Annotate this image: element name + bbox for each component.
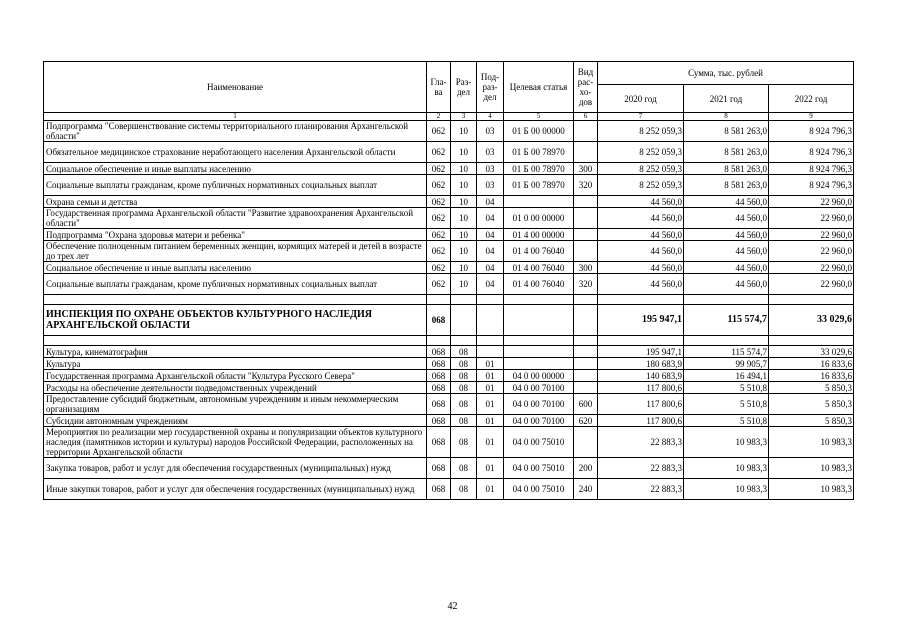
row-sum-2020: 140 683,9 [598, 370, 684, 382]
row-sum-2020: 117 800,6 [598, 394, 684, 415]
row-name: Иные закупки товаров, работ и услуг для обеспечения государственных (муниципальных) нужд [44, 479, 427, 500]
row-vid [574, 427, 598, 458]
column-number: 9 [769, 113, 854, 121]
row-sum-2021: 44 560,0 [684, 196, 769, 208]
row-razdel: 10 [451, 163, 477, 175]
row-razdel: 10 [451, 241, 477, 262]
row-vid: 320 [574, 175, 598, 196]
row-sum-2022: 16 833,6 [769, 370, 854, 382]
row-vid: 300 [574, 262, 598, 274]
row-razdel: 08 [451, 346, 477, 358]
row-razdel: 10 [451, 229, 477, 241]
row-name: Социальное обеспечение и иные выплаты населению [44, 262, 427, 274]
row-celevaya: 01 4 00 76040 [504, 262, 574, 274]
row-sum-2020: 44 560,0 [598, 274, 684, 295]
page-number: 42 [447, 601, 458, 612]
row-glava: 062 [427, 229, 451, 241]
row-sum-2022: 8 924 796,3 [769, 175, 854, 196]
header-year-2020: 2020 год [598, 85, 684, 113]
row-razdel: 10 [451, 175, 477, 196]
table-row [44, 274, 854, 295]
row-name: ИНСПЕКЦИЯ ПО ОХРАНЕ ОБЪЕКТОВ КУЛЬТУРНОГО НАСЛЕДИЯ АРХАНГЕЛЬСКОЙ ОБЛАСТИ [44, 305, 427, 336]
row-sum-2022: 10 983,3 [769, 458, 854, 479]
row-sum-2021: 8 581 263,0 [684, 175, 769, 196]
row-razdel: 08 [451, 458, 477, 479]
row-podrazdel: 03 [477, 163, 504, 175]
column-number-row [44, 113, 854, 121]
column-number: 7 [598, 113, 684, 121]
row-sum-2021: 8 581 263,0 [684, 121, 769, 142]
row-celevaya: 01 0 00 00000 [504, 208, 574, 229]
row-celevaya: 04 0 00 00000 [504, 370, 574, 382]
row-sum-2022: 22 960,0 [769, 262, 854, 274]
column-number: 4 [477, 113, 504, 121]
row-sum-2020: 44 560,0 [598, 208, 684, 229]
row-razdel: 10 [451, 142, 477, 163]
row-glava: 062 [427, 175, 451, 196]
row-podrazdel: 01 [477, 370, 504, 382]
row-glava: 068 [427, 394, 451, 415]
row-sum-2022: 33 029,6 [769, 346, 854, 358]
row-podrazdel: 04 [477, 229, 504, 241]
row-glava: 068 [427, 458, 451, 479]
row-glava: 068 [427, 382, 451, 394]
row-sum-2022: 16 833,6 [769, 358, 854, 370]
empty-cell [477, 336, 504, 346]
empty-cell [451, 295, 477, 305]
row-glava: 068 [427, 415, 451, 427]
row-vid [574, 196, 598, 208]
row-sum-2021: 44 560,0 [684, 229, 769, 241]
row-glava: 068 [427, 305, 451, 336]
column-number: 5 [504, 113, 574, 121]
row-celevaya: 04 0 00 75010 [504, 479, 574, 500]
row-podrazdel: 01 [477, 458, 504, 479]
row-sum-2022: 5 850,3 [769, 415, 854, 427]
table-row [44, 241, 854, 262]
header-razdel: Раз-дел [451, 62, 477, 113]
row-celevaya: 04 0 00 70100 [504, 394, 574, 415]
empty-cell [44, 336, 427, 346]
row-podrazdel: 01 [477, 479, 504, 500]
row-sum-2021: 115 574,7 [684, 305, 769, 336]
row-vid [574, 382, 598, 394]
row-sum-2021: 10 983,3 [684, 479, 769, 500]
row-sum-2021: 5 510,8 [684, 415, 769, 427]
row-sum-2022: 8 924 796,3 [769, 163, 854, 175]
row-vid: 320 [574, 274, 598, 295]
row-sum-2021: 8 581 263,0 [684, 163, 769, 175]
table-row [44, 121, 854, 142]
header-summa: Сумма, тыс. рублей [598, 62, 854, 85]
empty-cell [574, 295, 598, 305]
empty-cell [504, 336, 574, 346]
row-sum-2022: 10 983,3 [769, 479, 854, 500]
row-sum-2022: 22 960,0 [769, 229, 854, 241]
row-sum-2020: 22 883,3 [598, 458, 684, 479]
row-name: Предоставление субсидий бюджетным, автономным учреждениям и иным некоммерческим организациям [44, 394, 427, 415]
row-vid: 620 [574, 415, 598, 427]
row-sum-2020: 44 560,0 [598, 229, 684, 241]
row-vid: 300 [574, 163, 598, 175]
row-sum-2020: 195 947,1 [598, 305, 684, 336]
row-sum-2021: 44 560,0 [684, 208, 769, 229]
row-sum-2021: 5 510,8 [684, 394, 769, 415]
table-row [44, 394, 854, 415]
row-name: Социальные выплаты гражданам, кроме публичных нормативных социальных выплат [44, 274, 427, 295]
row-celevaya [504, 196, 574, 208]
row-vid [574, 208, 598, 229]
row-podrazdel: 01 [477, 358, 504, 370]
row-podrazdel: 04 [477, 241, 504, 262]
row-razdel: 10 [451, 121, 477, 142]
row-glava: 062 [427, 208, 451, 229]
empty-cell [477, 295, 504, 305]
empty-cell [427, 336, 451, 346]
row-name: Государственная программа Архангельской области "Культура Русского Севера" [44, 370, 427, 382]
row-sum-2021: 5 510,8 [684, 382, 769, 394]
row-glava: 062 [427, 142, 451, 163]
row-name: Охрана семьи и детства [44, 196, 427, 208]
empty-cell [769, 295, 854, 305]
row-name: Социальное обеспечение и иные выплаты населению [44, 163, 427, 175]
row-celevaya: 04 0 00 70100 [504, 415, 574, 427]
row-glava: 068 [427, 370, 451, 382]
row-podrazdel: 03 [477, 121, 504, 142]
row-celevaya [504, 346, 574, 358]
row-podrazdel [477, 346, 504, 358]
row-razdel: 08 [451, 394, 477, 415]
row-vid [574, 370, 598, 382]
row-celevaya: 01 4 00 76040 [504, 274, 574, 295]
table-row [44, 229, 854, 241]
table-row [44, 262, 854, 274]
row-name: Культура, кинематография [44, 346, 427, 358]
row-celevaya: 01 Б 00 78970 [504, 142, 574, 163]
column-number: 6 [574, 113, 598, 121]
row-razdel [451, 305, 477, 336]
row-name: Социальные выплаты гражданам, кроме публичных нормативных социальных выплат [44, 175, 427, 196]
row-razdel: 08 [451, 382, 477, 394]
row-razdel: 10 [451, 262, 477, 274]
row-sum-2021: 44 560,0 [684, 262, 769, 274]
row-sum-2022: 8 924 796,3 [769, 142, 854, 163]
row-sum-2020: 8 252 059,3 [598, 175, 684, 196]
row-celevaya: 01 Б 00 78970 [504, 175, 574, 196]
row-name: Государственная программа Архангельской области "Развитие здравоохранения Архангельской области" [44, 208, 427, 229]
row-sum-2022: 10 983,3 [769, 427, 854, 458]
row-vid: 240 [574, 479, 598, 500]
row-celevaya: 01 4 00 76040 [504, 241, 574, 262]
empty-cell [684, 295, 769, 305]
row-vid [574, 346, 598, 358]
empty-cell [598, 336, 684, 346]
empty-cell [574, 336, 598, 346]
row-sum-2020: 117 800,6 [598, 382, 684, 394]
row-sum-2022: 33 029,6 [769, 305, 854, 336]
row-glava: 062 [427, 262, 451, 274]
row-sum-2020: 8 252 059,3 [598, 163, 684, 175]
row-sum-2021: 10 983,3 [684, 458, 769, 479]
row-celevaya: 04 0 00 75010 [504, 427, 574, 458]
row-podrazdel: 04 [477, 196, 504, 208]
row-razdel: 08 [451, 370, 477, 382]
row-glava: 062 [427, 121, 451, 142]
header-year-2022: 2022 год [769, 85, 854, 113]
row-glava: 062 [427, 241, 451, 262]
row-podrazdel: 03 [477, 142, 504, 163]
table-row [44, 346, 854, 358]
row-celevaya: 01 Б 00 78970 [504, 163, 574, 175]
row-name: Подпрограмма "Охрана здоровья матери и ребенка" [44, 229, 427, 241]
column-number: 3 [451, 113, 477, 121]
table-row [44, 175, 854, 196]
row-name: Мероприятия по реализации мер государственной охраны и популяризации объектов культурного наследия (памятников истории и культуры) народов Российской Федерации, расположенных на территории Архангельской области [44, 427, 427, 458]
table-row [44, 163, 854, 175]
row-razdel: 08 [451, 427, 477, 458]
row-glava: 062 [427, 196, 451, 208]
empty-cell [427, 295, 451, 305]
row-sum-2021: 16 494,1 [684, 370, 769, 382]
spacer-row [44, 336, 854, 346]
row-sum-2020: 44 560,0 [598, 262, 684, 274]
row-sum-2022: 22 960,0 [769, 274, 854, 295]
header-celevaya: Целевая статья [504, 62, 574, 113]
table-row [44, 370, 854, 382]
header-name: Наименование [44, 62, 427, 113]
row-name: Расходы на обеспечение деятельности подведомственных учреждений [44, 382, 427, 394]
row-name: Культура [44, 358, 427, 370]
row-vid [574, 229, 598, 241]
row-celevaya: 01 Б 00 00000 [504, 121, 574, 142]
row-sum-2020: 8 252 059,3 [598, 142, 684, 163]
row-razdel: 08 [451, 415, 477, 427]
column-number: 2 [427, 113, 451, 121]
row-sum-2022: 22 960,0 [769, 196, 854, 208]
row-razdel: 08 [451, 479, 477, 500]
spacer-row [44, 295, 854, 305]
row-razdel: 10 [451, 196, 477, 208]
header-glava: Гла-ва [427, 62, 451, 113]
table-row [44, 358, 854, 370]
header-year-2021: 2021 год [684, 85, 769, 113]
row-name: Подпрограмма "Совершенствование системы территориального планирования Архангельской области" [44, 121, 427, 142]
row-vid [574, 121, 598, 142]
column-number: 8 [684, 113, 769, 121]
row-celevaya: 01 4 00 00000 [504, 229, 574, 241]
row-sum-2020: 195 947,1 [598, 346, 684, 358]
row-podrazdel: 01 [477, 382, 504, 394]
row-celevaya [504, 305, 574, 336]
row-sum-2021: 99 905,7 [684, 358, 769, 370]
row-podrazdel: 03 [477, 175, 504, 196]
row-podrazdel: 04 [477, 262, 504, 274]
row-sum-2022: 22 960,0 [769, 241, 854, 262]
row-glava: 062 [427, 274, 451, 295]
row-glava: 068 [427, 479, 451, 500]
row-sum-2021: 115 574,7 [684, 346, 769, 358]
table-row [44, 427, 854, 458]
row-sum-2022: 5 850,3 [769, 394, 854, 415]
row-podrazdel: 01 [477, 394, 504, 415]
table-row [44, 208, 854, 229]
row-glava: 068 [427, 427, 451, 458]
row-razdel: 10 [451, 274, 477, 295]
column-number: 1 [44, 113, 427, 121]
row-sum-2020: 180 683,9 [598, 358, 684, 370]
row-podrazdel [477, 305, 504, 336]
section-row [44, 305, 854, 336]
header-vid: Вид рас-хо-дов [574, 62, 598, 113]
row-name: Обеспечение полноценным питанием беременных женщин, кормящих матерей и детей в возрасте до трех лет [44, 241, 427, 262]
row-sum-2020: 22 883,3 [598, 427, 684, 458]
table-row [44, 196, 854, 208]
row-vid [574, 358, 598, 370]
row-glava: 062 [427, 163, 451, 175]
row-celevaya [504, 358, 574, 370]
header-podrazdel: Под-раз-дел [477, 62, 504, 113]
row-sum-2020: 44 560,0 [598, 196, 684, 208]
row-vid: 600 [574, 394, 598, 415]
row-razdel: 08 [451, 358, 477, 370]
row-razdel: 10 [451, 208, 477, 229]
row-sum-2021: 10 983,3 [684, 427, 769, 458]
row-sum-2022: 5 850,3 [769, 382, 854, 394]
row-glava: 068 [427, 346, 451, 358]
row-vid [574, 142, 598, 163]
row-glava: 068 [427, 358, 451, 370]
empty-cell [44, 295, 427, 305]
budget-table [43, 61, 854, 500]
row-sum-2021: 8 581 263,0 [684, 142, 769, 163]
empty-cell [684, 336, 769, 346]
empty-cell [769, 336, 854, 346]
row-name: Субсидии автономным учреждениям [44, 415, 427, 427]
row-name: Закупка товаров, работ и услуг для обеспечения государственных (муниципальных) нужд [44, 458, 427, 479]
table-row [44, 142, 854, 163]
table-row [44, 479, 854, 500]
row-sum-2022: 8 924 796,3 [769, 121, 854, 142]
row-podrazdel: 04 [477, 208, 504, 229]
row-vid [574, 241, 598, 262]
table-row [44, 458, 854, 479]
row-name: Обязательное медицинское страхование неработающего населения Архангельской области [44, 142, 427, 163]
table-row [44, 382, 854, 394]
row-vid [574, 305, 598, 336]
row-sum-2022: 22 960,0 [769, 208, 854, 229]
row-sum-2020: 22 883,3 [598, 479, 684, 500]
row-sum-2021: 44 560,0 [684, 274, 769, 295]
row-celevaya: 04 0 00 75010 [504, 458, 574, 479]
row-podrazdel: 04 [477, 274, 504, 295]
table-row [44, 415, 854, 427]
row-podrazdel: 01 [477, 415, 504, 427]
row-sum-2020: 8 252 059,3 [598, 121, 684, 142]
empty-cell [451, 336, 477, 346]
empty-cell [504, 295, 574, 305]
row-sum-2020: 117 800,6 [598, 415, 684, 427]
row-sum-2020: 44 560,0 [598, 241, 684, 262]
row-celevaya: 04 0 00 70100 [504, 382, 574, 394]
row-sum-2021: 44 560,0 [684, 241, 769, 262]
row-vid: 200 [574, 458, 598, 479]
row-podrazdel: 01 [477, 427, 504, 458]
empty-cell [598, 295, 684, 305]
